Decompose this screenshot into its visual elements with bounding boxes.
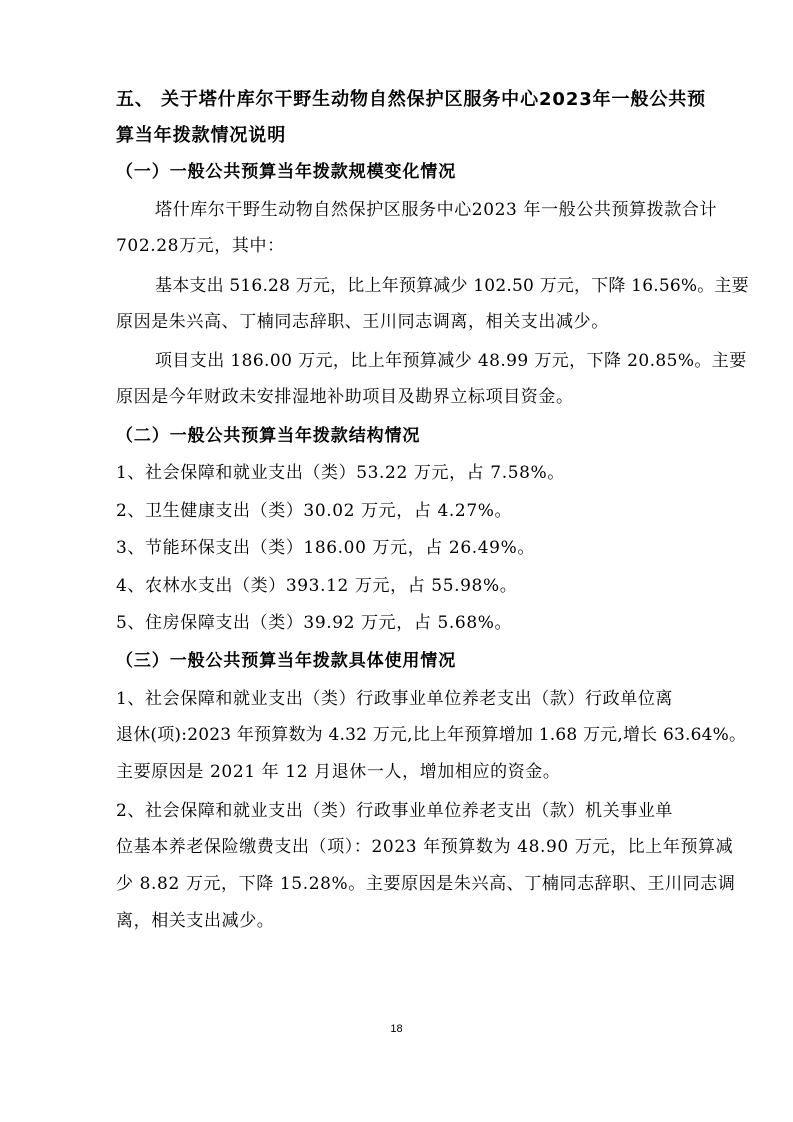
usage-2-line-3: 少 8.82 万元，下降 15.28%。主要原因是朱兴高、丁楠同志辞职、王川同志调	[116, 874, 736, 894]
paragraph-3-line-2: 原因是今年财政未安排湿地补助项目及勘界立标项目资金。	[116, 387, 574, 407]
structure-item-5: 5、住房保障支出（类）39.92 万元，占 5.68%。	[116, 613, 513, 633]
paragraph-3-line-1: 项目支出 186.00 万元，比上年预算减少 48.99 万元，下降 20.85%。主要	[155, 351, 747, 371]
usage-1-line-2: 退休(项):2023 年预算数为 4.32 万元,比上年预算增加 1.68 万元,增长 63.64%。	[116, 725, 747, 745]
usage-2-line-2: 位基本养老保险缴费支出（项）：2023 年预算数为 48.90 万元，比上年预算减	[116, 837, 734, 857]
structure-item-4: 4、农林水支出（类）393.12 万元，占 55.98%。	[116, 576, 518, 596]
paragraph-1-line-1: 塔什库尔干野生动物自然保护区服务中心2023 年一般公共预算拨款合计	[155, 200, 718, 220]
usage-1-line-3: 主要原因是 2021 年 12 月退休一人，增加相应的资金。	[116, 762, 561, 782]
structure-item-1: 1、社会保障和就业支出（类）53.22 万元，占 7.58%。	[116, 463, 565, 483]
structure-item-3: 3、节能环保支出（类）186.00 万元，占 26.49%。	[116, 538, 535, 558]
section-title-line-2: 算当年拨款情况说明	[116, 125, 287, 146]
paragraph-1-line-2: 702.28万元，其中：	[116, 236, 285, 256]
usage-2-line-4: 离，相关支出减少。	[116, 911, 275, 931]
paragraph-2-line-2: 原因是朱兴高、丁楠同志辞职、王川同志调离，相关支出减少。	[116, 312, 609, 332]
subsection-heading-2: （二）一般公共预算当年拨款结构情况	[116, 426, 421, 446]
subsection-heading-3: （三）一般公共预算当年拨款具体使用情况	[116, 651, 457, 671]
usage-1-line-1: 1、社会保障和就业支出（类）行政事业单位养老支出（款）行政单位离	[116, 689, 674, 709]
subsection-heading-1: （一）一般公共预算当年拨款规模变化情况	[116, 162, 457, 182]
structure-item-2: 2、卫生健康支出（类）30.02 万元，占 4.27%。	[116, 501, 513, 521]
usage-2-line-1: 2、社会保障和就业支出（类）行政事业单位养老支出（款）机关事业单	[116, 801, 674, 821]
page-number: 18	[390, 1023, 403, 1035]
paragraph-2-line-1: 基本支出 516.28 万元，比上年预算减少 102.50 万元，下降 16.56%。主要	[155, 276, 749, 296]
section-title-line-1: 五、 关于塔什库尔干野生动物自然保护区服务中心2023年一般公共预	[116, 89, 707, 110]
